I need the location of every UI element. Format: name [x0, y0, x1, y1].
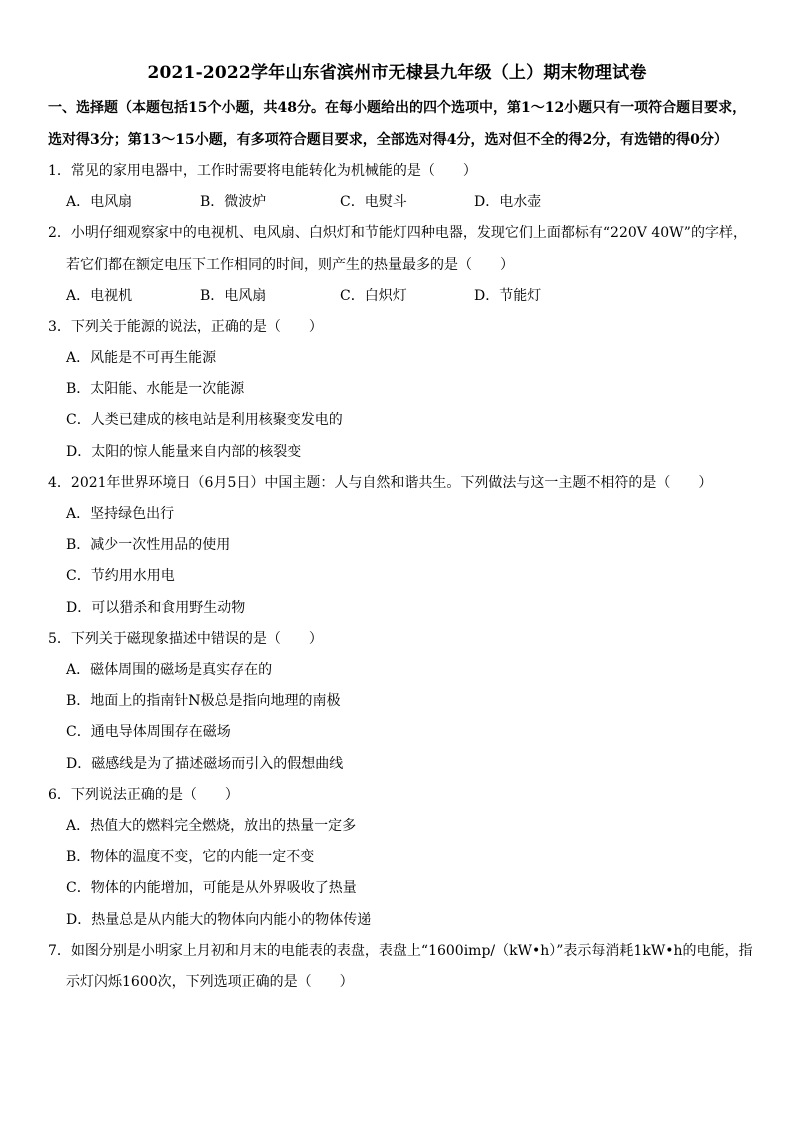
question-3-option-c: C．人类已建成的核电站是利用核聚变发电的	[66, 412, 343, 428]
question-6-option-a: A．热值大的燃料完全燃烧，放出的热量一定多	[66, 818, 357, 834]
question-2-stem: 2．小明仔细观察家中的电视机、电风扇、白炽灯和节能灯四种电器，发现它们上面都标有“220V 40W”的字样，	[48, 225, 747, 241]
question-2-option-c: C．白炽灯	[340, 288, 407, 304]
section-header-line-2: 选对得3分；第13～15小题，有多项符合题目要求，全部选对得4分，选对但不全的得2分，有选错的得0分）	[48, 132, 728, 148]
question-6-option-b: B．物体的温度不变，它的内能一定不变	[66, 849, 315, 865]
section-header-line-1: 一、选择题（本题包括15个小题，共48分。在每小题给出的四个选项中，第1～12小题只有一项符合题目要求，	[48, 100, 747, 116]
question-2-option-d: D．节能灯	[474, 288, 542, 304]
question-5-option-b: B．地面上的指南针N极总是指向地理的南极	[66, 693, 341, 709]
question-3-option-b: B．太阳能、水能是一次能源	[66, 381, 245, 397]
question-6-option-d: D．热量总是从内能大的物体向内能小的物体传递	[66, 912, 372, 928]
question-1-option-c: C．电熨斗	[340, 194, 407, 210]
question-5-option-d: D．磁感线是为了描述磁场而引入的假想曲线	[66, 756, 344, 772]
question-6-option-c: C．物体的内能增加，可能是从外界吸收了热量	[66, 880, 357, 896]
question-4-option-c: C．节约用水用电	[66, 568, 175, 584]
question-1-option-b: B．微波炉	[200, 194, 267, 210]
question-2-option-b: B．电风扇	[200, 288, 267, 304]
question-3-option-d: D．太阳的惊人能量来自内部的核裂变	[66, 444, 302, 460]
question-4-option-a: A．坚持绿色出行	[66, 506, 175, 522]
question-5-option-a: A．磁体周围的磁场是真实存在的	[66, 662, 273, 678]
question-5-stem: 5．下列关于磁现象描述中错误的是（ ）	[48, 631, 323, 647]
question-1-option-a: A．电风扇	[66, 194, 133, 210]
question-3-option-a: A．风能是不可再生能源	[66, 350, 217, 366]
question-6-stem: 6．下列说法正确的是（ ）	[48, 787, 239, 803]
question-1-stem: 1．常见的家用电器中，工作时需要将电能转化为机械能的是（ ）	[48, 163, 477, 179]
question-2-option-a: A．电视机	[66, 288, 133, 304]
question-7-stem-cont: 示灯闪烁1600次，下列选项正确的是（ ）	[66, 974, 354, 990]
question-2-stem-cont: 若它们都在额定电压下工作相同的时间，则产生的热量最多的是（ ）	[66, 257, 514, 273]
question-4-stem: 4．2021年世界环境日（6月5日）中国主题：人与自然和谐共生。下列做法与这一主题不相符的是（ ）	[48, 475, 713, 491]
question-5-option-c: C．通电导体周围存在磁场	[66, 724, 231, 740]
page-title: 2021-2022学年山东省滨州市无棣县九年级（上）期末物理试卷	[147, 63, 647, 83]
question-7-stem: 7．如图分别是小明家上月初和月末的电能表的表盘，表盘上“1600imp/（kW•h）”表示每消耗1kW•h的电能，指	[48, 943, 753, 959]
question-4-option-d: D．可以猎杀和食用野生动物	[66, 600, 246, 616]
question-3-stem: 3．下列关于能源的说法，正确的是（ ）	[48, 319, 323, 335]
question-1-option-d: D．电水壶	[474, 194, 542, 210]
question-4-option-b: B．减少一次性用品的使用	[66, 537, 231, 553]
